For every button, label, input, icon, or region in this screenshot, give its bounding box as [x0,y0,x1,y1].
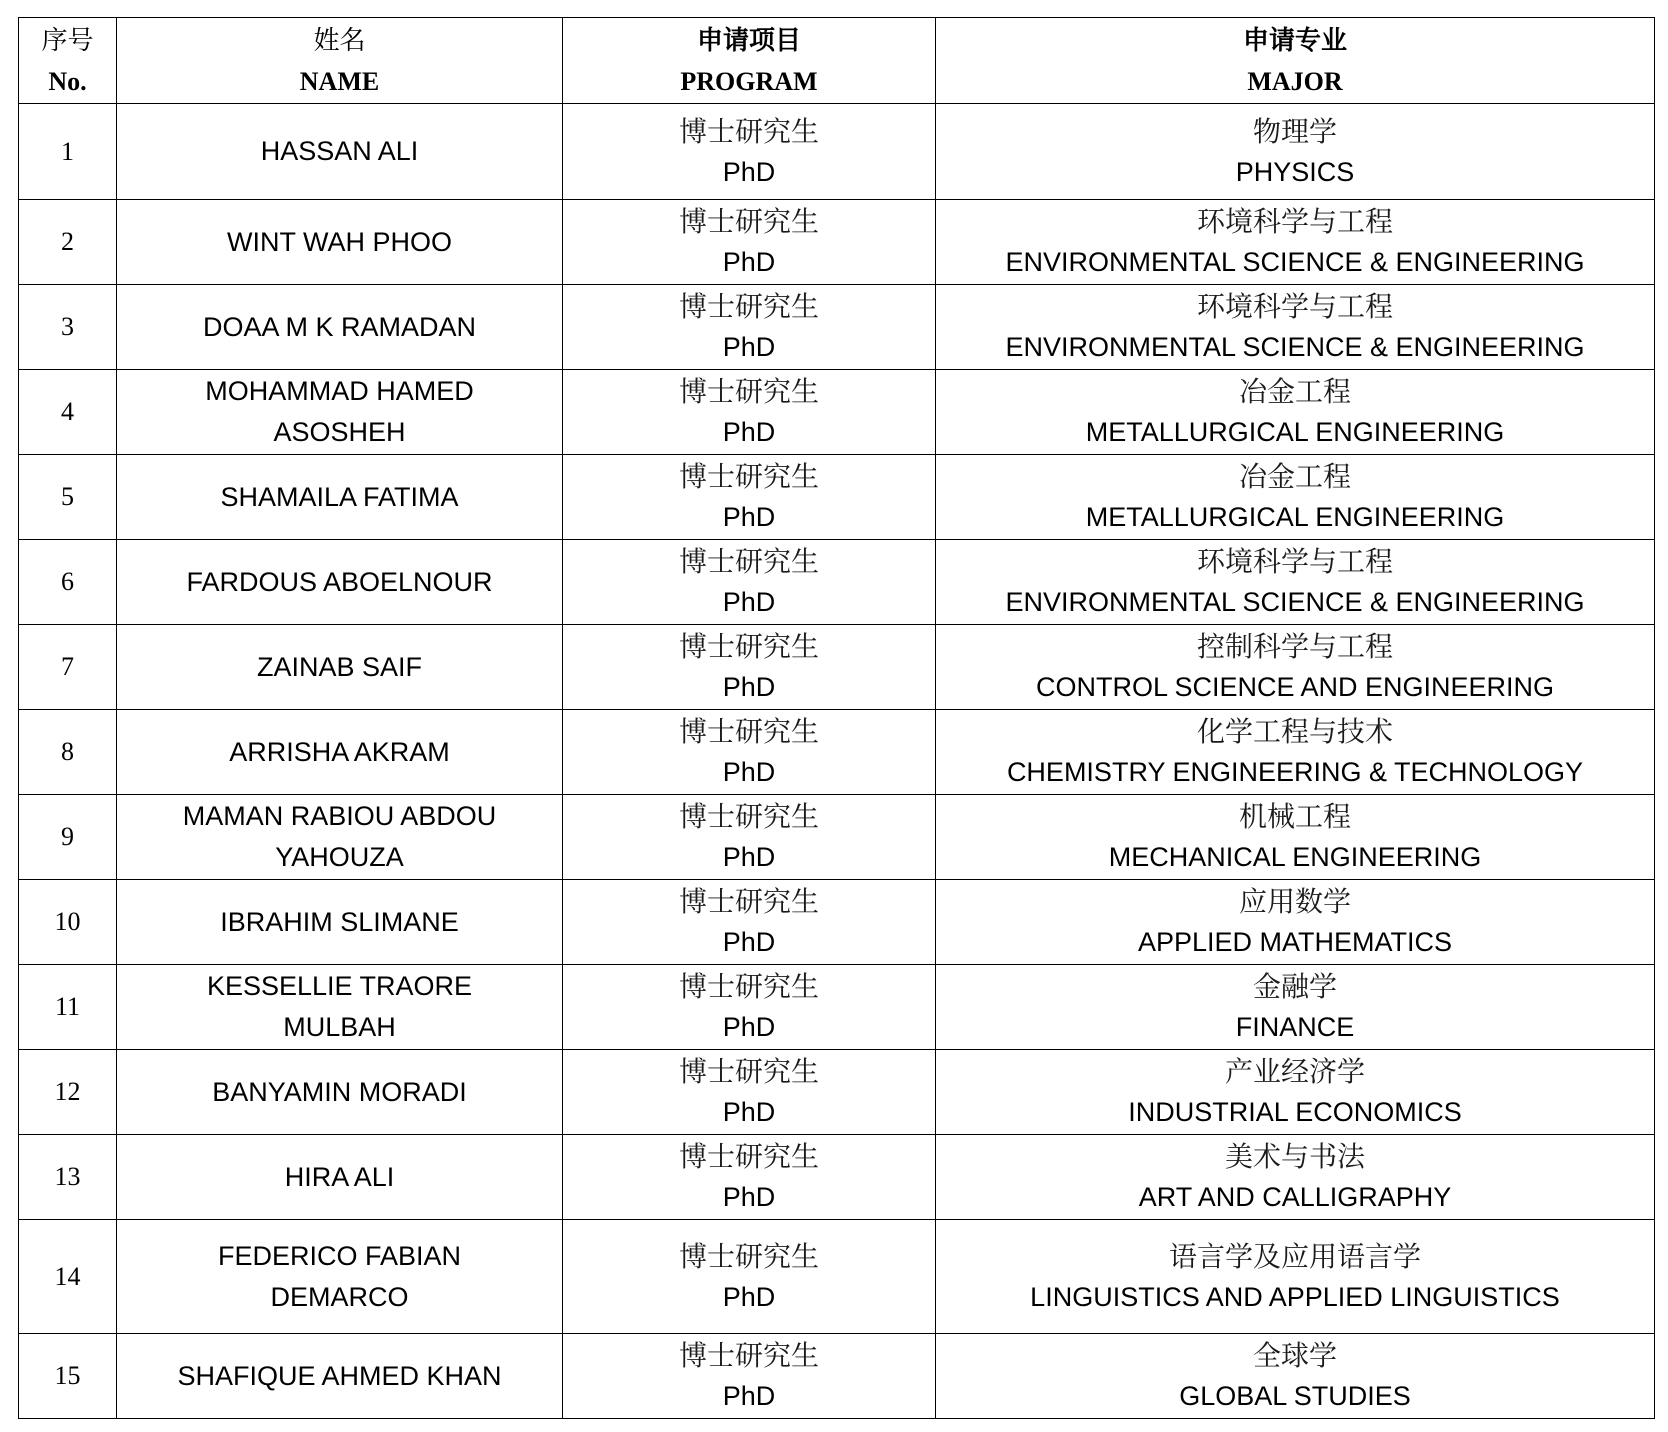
applicant-name [117,1135,563,1220]
major-zh: 机械工程 [1238,800,1351,833]
major-en: PHYSICS [1235,156,1355,187]
applicant-name-line-1: IBRAHIM SLIMANE [220,906,459,937]
applicant-name [117,795,563,880]
program-zh: 博士研究生 [678,715,819,748]
applicant-name-line-2: ASOSHEH [273,417,406,447]
table-row [19,1334,1655,1419]
row-number: 3 [19,285,117,370]
header-no [19,18,117,104]
major-en: MECHANICAL ENGINEERING [1108,842,1482,872]
table-row [19,1135,1655,1220]
program-cell [563,455,936,540]
program-en: PhD [722,927,776,957]
applicant-name-line-1: KESSELLIE TRAORE [206,971,473,1001]
program-cell [563,880,936,965]
applicant-name [117,1050,563,1135]
program-en: PhD [722,1281,776,1312]
header-program-en: PROGRAM [680,66,818,96]
major-zh: 环境科学与工程 [1196,205,1393,238]
major-zh: 冶金工程 [1238,375,1351,408]
major-cell [936,1050,1655,1135]
applicant-table [18,17,1655,1419]
row-number: 8 [19,710,117,795]
table-row [19,795,1655,880]
program-cell [563,1050,936,1135]
header-no-en: No. [48,66,87,96]
major-zh: 应用数学 [1238,885,1351,918]
row-number: 5 [19,455,117,540]
table-row [19,880,1655,965]
applicant-name-line-1: MAMAN RABIOU ABDOU [182,801,497,831]
program-cell [563,1220,936,1334]
header-name-en: NAME [299,66,380,96]
row-number: 7 [19,625,117,710]
applicant-name [117,200,563,285]
applicant-name [117,285,563,370]
major-cell [936,104,1655,200]
table-row [19,710,1655,795]
table-row [19,200,1655,285]
applicant-name-line-1: HASSAN ALI [260,136,419,166]
major-zh: 环境科学与工程 [1196,545,1393,578]
major-zh: 产业经济学 [1224,1055,1365,1088]
program-zh: 博士研究生 [678,885,819,918]
applicant-name-line-1: SHAMAILA FATIMA [220,481,459,512]
major-zh: 物理学 [1252,114,1337,148]
program-cell [563,1334,936,1419]
major-en: APPLIED MATHEMATICS [1137,927,1453,957]
applicant-name-line-2: MULBAH [283,1012,396,1042]
row-number: 14 [19,1220,117,1334]
major-cell [936,795,1655,880]
major-en: METALLURGICAL ENGINEERING [1085,502,1505,532]
applicant-name-line-1: DOAA M K RAMADAN [202,311,477,342]
program-en: PhD [722,1097,776,1127]
row-number: 6 [19,540,117,625]
program-zh: 博士研究生 [678,630,819,663]
header-name [117,18,563,104]
applicant-name [117,880,563,965]
program-zh: 博士研究生 [678,1239,819,1273]
applicant-name-line-1: FEDERICO FABIAN [217,1240,462,1271]
program-en: PhD [722,1381,776,1411]
table-body [19,104,1655,1419]
header-major-en: MAJOR [1247,66,1343,96]
major-cell [936,1135,1655,1220]
applicant-name [117,1220,563,1334]
major-en: GLOBAL STUDIES [1179,1381,1411,1411]
table-row [19,1050,1655,1135]
program-en: PhD [722,672,776,702]
row-number: 2 [19,200,117,285]
major-en: CHEMISTRY ENGINEERING & TECHNOLOGY [1006,757,1584,787]
program-zh: 博士研究生 [678,800,819,833]
major-cell [936,370,1655,455]
table-row [19,285,1655,370]
row-number: 11 [19,965,117,1050]
table-row [19,965,1655,1050]
program-en: PhD [722,587,776,617]
row-number: 10 [19,880,117,965]
major-zh: 美术与书法 [1224,1140,1365,1173]
program-en: PhD [722,417,776,447]
header-major-zh: 申请专业 [1242,25,1347,55]
applicant-name-line-1: MOHAMMAD HAMED [205,376,474,406]
header-row [19,18,1655,104]
program-zh: 博士研究生 [678,114,819,148]
program-zh: 博士研究生 [678,1339,819,1372]
major-en: METALLURGICAL ENGINEERING [1085,417,1505,447]
table-row [19,370,1655,455]
major-zh: 冶金工程 [1238,460,1351,493]
table-row [19,1220,1655,1334]
major-en: CONTROL SCIENCE AND ENGINEERING [1035,672,1555,702]
program-cell [563,104,936,200]
program-cell [563,370,936,455]
program-en: PhD [722,842,776,872]
applicant-name-line-1: SHAFIQUE AHMED KHAN [177,1360,502,1391]
major-zh: 全球学 [1252,1339,1337,1372]
applicant-name [117,540,563,625]
table-row [19,625,1655,710]
program-cell [563,200,936,285]
applicant-name-line-2: DEMARCO [270,1281,409,1312]
header-no-zh: 序号 [41,25,94,55]
applicant-name [117,370,563,455]
program-en: PhD [722,1182,776,1212]
program-en: PhD [722,156,776,187]
program-zh: 博士研究生 [678,290,819,323]
applicant-name [117,965,563,1050]
major-en: INDUSTRIAL ECONOMICS [1128,1097,1462,1127]
program-zh: 博士研究生 [678,1055,819,1088]
applicant-name-line-1: HIRA ALI [284,1161,395,1192]
program-cell [563,540,936,625]
row-number: 1 [19,104,117,200]
program-cell [563,1135,936,1220]
program-cell [563,710,936,795]
program-zh: 博士研究生 [678,545,819,578]
row-number: 13 [19,1135,117,1220]
major-cell [936,285,1655,370]
major-cell [936,540,1655,625]
major-en: ART AND CALLIGRAPHY [1138,1182,1452,1212]
header-program-zh: 申请项目 [696,25,801,55]
program-zh: 博士研究生 [678,1140,819,1173]
program-en: PhD [722,502,776,532]
applicant-name [117,625,563,710]
major-cell [936,200,1655,285]
program-en: PhD [722,247,776,277]
major-cell [936,625,1655,710]
header-major [936,18,1655,104]
major-en: ENVIRONMENTAL SCIENCE & ENGINEERING [1005,247,1585,277]
applicant-name-line-1: BANYAMIN MORADI [212,1076,467,1107]
program-zh: 博士研究生 [678,460,819,493]
table-row [19,455,1655,540]
major-zh: 化学工程与技术 [1196,715,1393,748]
program-zh: 博士研究生 [678,205,819,238]
program-cell [563,965,936,1050]
program-en: PhD [722,1012,776,1042]
major-cell [936,455,1655,540]
program-zh: 博士研究生 [678,375,819,408]
major-zh: 控制科学与工程 [1196,630,1393,663]
applicant-name-line-1: ZAINAB SAIF [256,651,423,682]
applicant-name-line-2: YAHOUZA [275,842,404,872]
applicant-name [117,104,563,200]
row-number: 9 [19,795,117,880]
applicant-name [117,710,563,795]
applicant-name-line-1: ARRISHA AKRAM [229,736,450,767]
major-cell [936,965,1655,1050]
program-cell [563,285,936,370]
applicant-name [117,1334,563,1419]
row-number: 4 [19,370,117,455]
major-en: ENVIRONMENTAL SCIENCE & ENGINEERING [1005,587,1585,617]
major-en: ENVIRONMENTAL SCIENCE & ENGINEERING [1005,332,1585,362]
applicant-name [117,455,563,540]
row-number: 15 [19,1334,117,1419]
major-en: FINANCE [1235,1012,1355,1042]
major-zh: 语言学及应用语言学 [1168,1239,1421,1273]
applicant-name-line-1: FARDOUS ABOELNOUR [186,566,493,597]
program-cell [563,625,936,710]
program-zh: 博士研究生 [678,970,819,1003]
program-en: PhD [722,332,776,362]
major-cell [936,1220,1655,1334]
major-zh: 金融学 [1252,970,1337,1003]
program-cell [563,795,936,880]
major-zh: 环境科学与工程 [1196,290,1393,323]
program-en: PhD [722,757,776,787]
applicant-name-line-1: WINT WAH PHOO [227,226,452,257]
table-row [19,540,1655,625]
major-cell [936,1334,1655,1419]
major-cell [936,880,1655,965]
header-name-zh: 姓名 [313,25,366,55]
header-program [563,18,936,104]
row-number: 12 [19,1050,117,1135]
table-row [19,104,1655,200]
major-en: LINGUISTICS AND APPLIED LINGUISTICS [1030,1281,1560,1312]
major-cell [936,710,1655,795]
